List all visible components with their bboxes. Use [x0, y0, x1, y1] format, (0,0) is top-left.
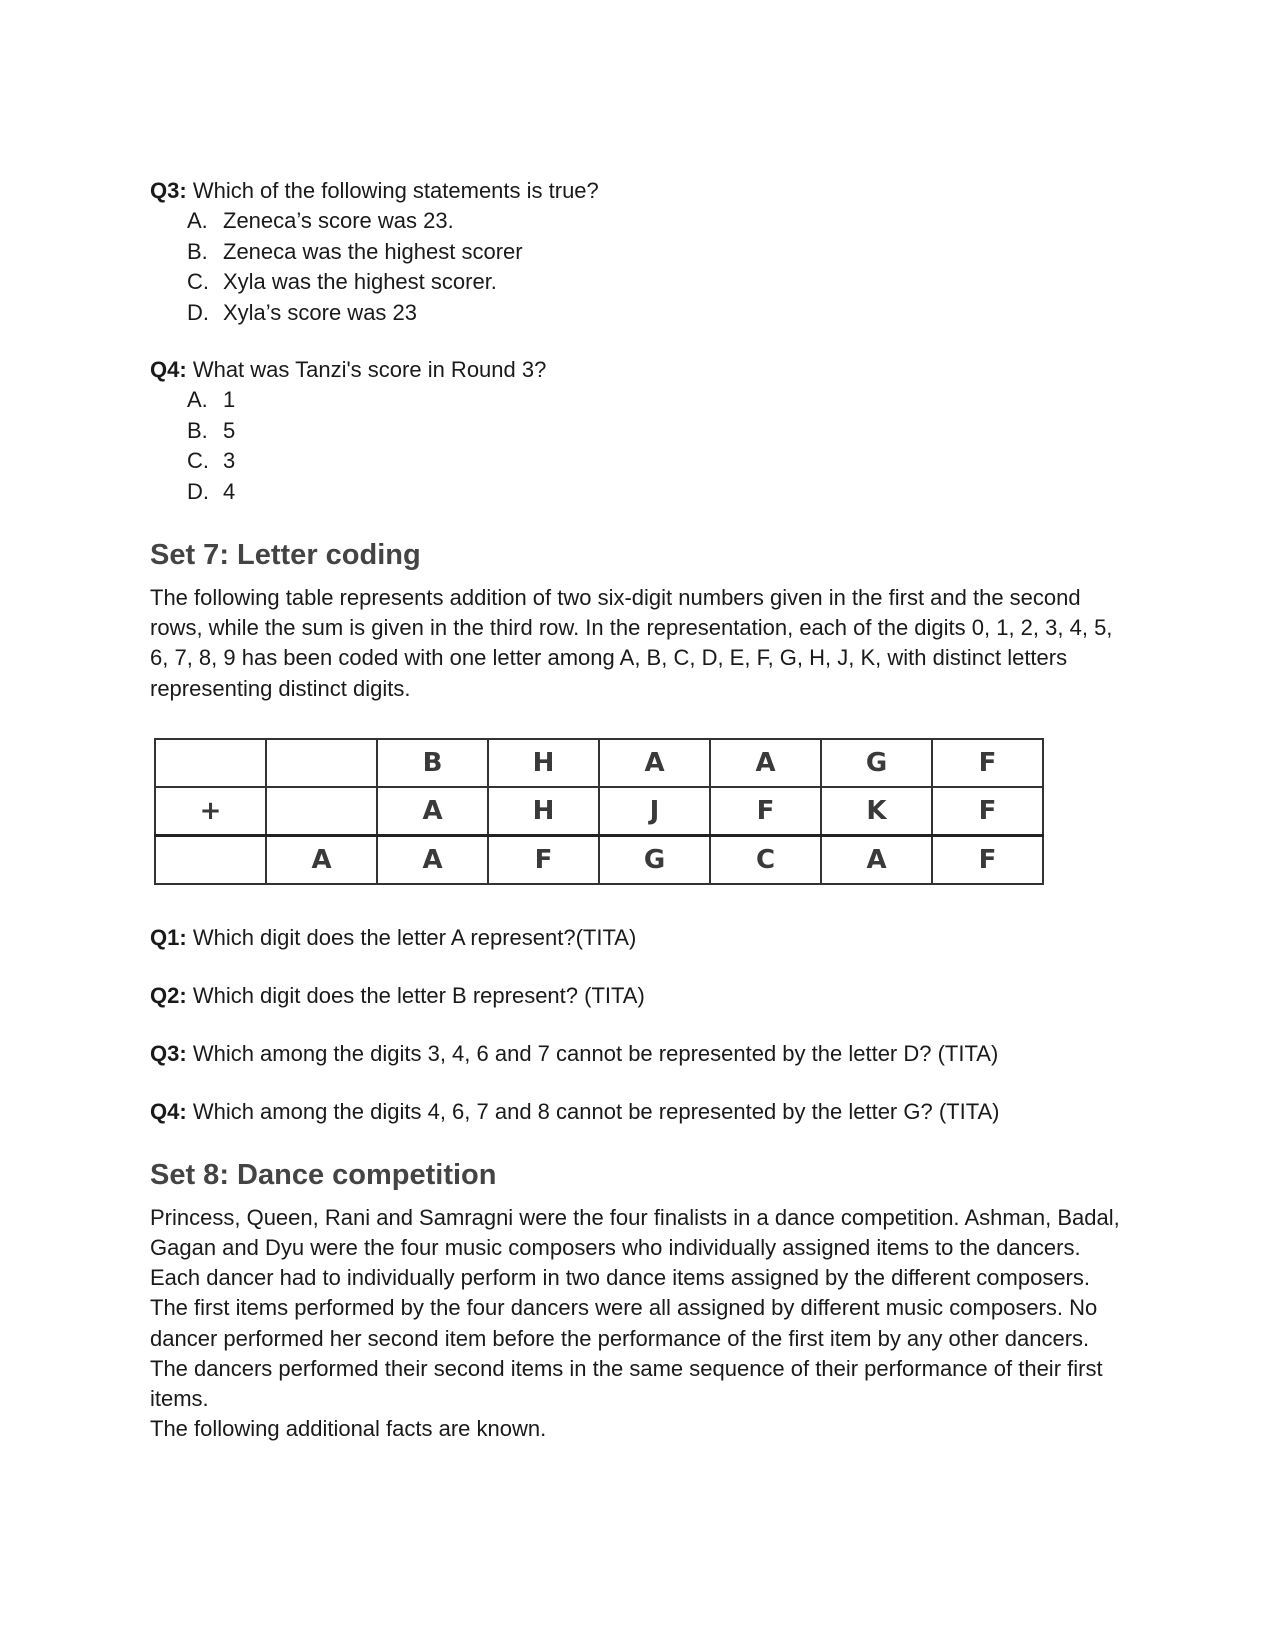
question-label: Q3:: [150, 178, 187, 203]
question-q4: [150, 355, 1130, 385]
question-text: What was Tanzi's score in Round 3?: [192, 357, 547, 382]
option-item: [187, 385, 1130, 416]
table-cell: F: [932, 739, 1043, 787]
table-cell: [266, 787, 377, 836]
set7-description: The following table represents addition of two six-digit numbers given in the first and the second rows, while the sum is given in the third row. In the representation, each of the digits 0, 1, 2, 3, 4, 5, 6, 7, 8, 9 has been coded with one letter among A, B, C, D, E, F, G, H, J, K, with distinct letters representing distinct digits.: [150, 585, 1113, 701]
table-cell: F: [488, 835, 599, 884]
option-text: Zeneca was the highest scorer: [223, 238, 523, 264]
table-cell: G: [821, 739, 932, 787]
table-cell: K: [821, 787, 932, 836]
option-item: [187, 267, 1130, 298]
question-text: Which digit does the letter B represent? (TITA): [192, 982, 645, 1008]
question-label: Q4:: [150, 1098, 187, 1124]
option-letter: A.: [187, 387, 208, 412]
table-cell: F: [710, 787, 821, 836]
table-cell: +: [155, 787, 266, 836]
table-cell: F: [932, 835, 1043, 884]
table-cell: B: [377, 739, 488, 787]
q4-options: [150, 385, 1130, 507]
table-cell: [155, 739, 266, 787]
option-text: Xyla’s score was 23: [223, 299, 418, 325]
question-label: Q4:: [150, 357, 187, 382]
table-cell: A: [710, 739, 821, 787]
question-text: Which among the digits 4, 6, 7 and 8 cannot be represented by the letter G? (TITA): [192, 1098, 1000, 1124]
option-text: 1: [223, 387, 236, 412]
table-cell: F: [932, 787, 1043, 836]
table-row: [155, 787, 1043, 836]
table-cell: A: [266, 835, 377, 884]
question-label: Q2:: [150, 982, 187, 1008]
table-cell: A: [377, 787, 488, 836]
question-text: Which of the following statements is true?: [192, 178, 599, 203]
option-item: [187, 206, 1130, 237]
q3-options: [150, 206, 1130, 328]
table-cell: [266, 739, 377, 787]
option-text: 5: [223, 417, 236, 443]
question-q3: [150, 176, 1130, 206]
option-letter: A.: [187, 208, 208, 233]
table-cell: C: [710, 835, 821, 884]
document-page: [150, 176, 1130, 1444]
option-letter: D.: [187, 478, 209, 504]
option-letter: B.: [187, 238, 208, 264]
option-item: [187, 416, 1130, 447]
option-text: 3: [223, 448, 236, 473]
table-cell: J: [599, 787, 710, 836]
table-row: [155, 835, 1043, 884]
set7-question-q2: [150, 981, 1130, 1011]
option-item: [187, 298, 1130, 329]
set7-question-q3: [150, 1039, 1130, 1069]
option-item: [187, 477, 1130, 508]
option-letter: B.: [187, 417, 208, 443]
question-text: Which among the digits 3, 4, 6 and 7 cannot be represented by the letter D? (TITA): [192, 1040, 999, 1066]
table-cell: H: [488, 787, 599, 836]
table-cell: G: [599, 835, 710, 884]
option-text: 4: [223, 478, 236, 504]
set8-description: Princess, Queen, Rani and Samragni were the four finalists in a dance competition. Ashman, Badal, Gagan and Dyu were the four music composers who individually assigned items to the dancers. Each dancer had to individually perform in two dance items assigned by the different composers. The first items performed by the four dancers were all assigned by different music composers. No dancer performed her second item before the performance of the first item by any other dancers. The dancers performed their second items in the same sequence of their performance of their first items.: [150, 1204, 1120, 1412]
set8-additional-facts: The following additional facts are known.: [150, 1416, 547, 1442]
section-heading-set8: Set 8: Dance competition: [150, 1158, 497, 1191]
option-text: Zeneca’s score was 23.: [223, 208, 454, 233]
option-letter: D.: [187, 299, 209, 325]
table-cell: A: [377, 835, 488, 884]
question-text: Which digit does the letter A represent?(TITA): [192, 924, 637, 950]
question-label: Q1:: [150, 924, 187, 950]
table-cell: [155, 835, 266, 884]
option-item: [187, 237, 1130, 268]
option-item: [187, 446, 1130, 477]
option-letter: C.: [187, 269, 209, 294]
option-text: Xyla was the highest scorer.: [223, 269, 497, 294]
section-heading-set7: Set 7: Letter coding: [150, 539, 421, 571]
option-letter: C.: [187, 448, 209, 473]
set7-question-q4: [150, 1097, 1130, 1127]
table-row: [155, 739, 1043, 787]
letter-coding-table: [154, 738, 1044, 885]
table-cell: A: [599, 739, 710, 787]
set7-question-q1: [150, 923, 1130, 953]
table-cell: H: [488, 739, 599, 787]
question-label: Q3:: [150, 1040, 187, 1066]
table-cell: A: [821, 835, 932, 884]
